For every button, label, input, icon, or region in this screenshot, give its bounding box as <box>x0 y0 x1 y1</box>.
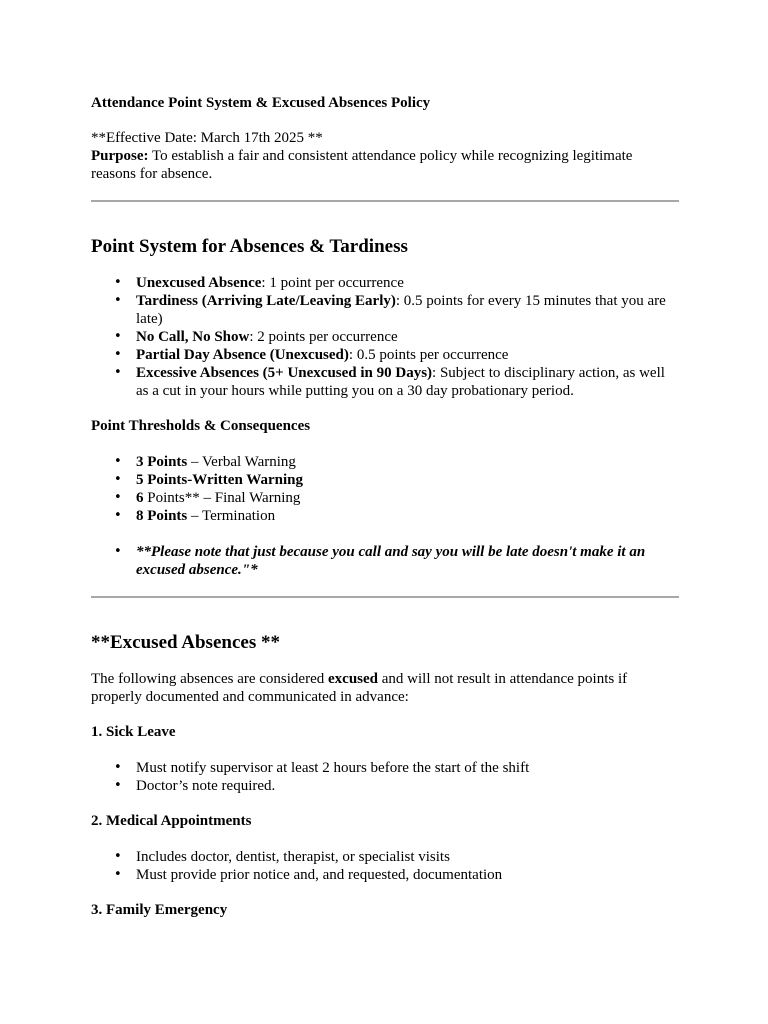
purpose-text: To establish a fair and consistent attendance policy while recognizing legitimate reasons for absence. <box>91 148 633 182</box>
section-divider <box>91 596 679 598</box>
item-label: Excessive Absences (5+ Unexcused in 90 Days) <box>136 365 433 381</box>
list-item: • Must notify supervisor at least 2 hours before the start of the shift <box>136 759 679 777</box>
list-item <box>136 328 679 346</box>
purpose-label: Purpose: <box>91 148 149 164</box>
item-label: 6 <box>136 490 144 506</box>
list-item <box>136 453 679 471</box>
effective-date: **Effective Date: March 17th 2025 ** <box>91 130 323 146</box>
item-label: 5 Points-Written Warning <box>136 472 303 488</box>
list-item <box>136 489 679 507</box>
list-item <box>136 274 679 292</box>
medical-appointments-list <box>91 848 679 884</box>
document-title: Attendance Point System & Excused Absences Policy <box>91 95 431 111</box>
section-divider <box>91 200 679 202</box>
item-label: Unexcused Absence <box>136 275 262 291</box>
list-item: • Must provide prior notice and, and requested, documentation <box>136 866 679 884</box>
point-system-list <box>91 274 679 400</box>
intro-text: and will not result in attendance points if properly documented and communicated in advance: <box>91 671 628 705</box>
thresholds-list <box>91 453 679 525</box>
item-text: : 1 point per occurrence <box>261 275 404 291</box>
list-item: • Doctor’s note required. <box>136 777 679 795</box>
note-list <box>91 543 679 579</box>
item-text: Points** – Final Warning <box>143 490 301 506</box>
item-label: Partial Day Absence (Unexcused) <box>136 347 349 363</box>
item-label: No Call, No Show <box>136 329 250 345</box>
item-text: – Verbal Warning <box>187 454 296 470</box>
section-heading-excused: **Excused Absences ** <box>91 632 280 653</box>
list-item <box>136 507 679 525</box>
family-emergency-heading: 3. Family Emergency <box>91 902 228 918</box>
item-text: : 2 points per occurrence <box>249 329 398 345</box>
purpose-paragraph <box>91 147 679 183</box>
list-item <box>136 543 679 579</box>
item-label: 3 Points <box>136 454 188 470</box>
list-item <box>136 471 679 489</box>
list-item <box>136 364 679 400</box>
sick-leave-list <box>91 759 679 795</box>
item-label: 8 Points <box>136 508 188 524</box>
item-text: : 0.5 points for every 15 minutes that you are late) <box>136 293 666 327</box>
section-heading-point-system: Point System for Absences & Tardiness <box>91 236 408 257</box>
intro-text: The following absences are considered <box>91 671 328 687</box>
item-text: – Termination <box>187 508 276 524</box>
thresholds-heading: Point Thresholds & Consequences <box>91 418 311 434</box>
list-item <box>136 346 679 364</box>
list-item: • Includes doctor, dentist, therapist, or specialist visits <box>136 848 679 866</box>
sick-leave-heading: 1. Sick Leave <box>91 724 176 740</box>
medical-appointments-heading: 2. Medical Appointments <box>91 813 252 829</box>
excused-intro <box>91 670 679 706</box>
list-item <box>136 292 679 328</box>
item-label: Tardiness (Arriving Late/Leaving Early) <box>136 293 396 309</box>
late-call-note: **Please note that just because you call and say you will be late doesn't make it an excused absence."* <box>136 544 646 578</box>
document-content <box>91 94 679 919</box>
item-text: : 0.5 points per occurrence <box>348 347 509 363</box>
intro-emphasis: excused <box>328 671 378 687</box>
item-text: : Subject to disciplinary action, as well as a cut in your hours while putting you on a 30 day probationary period. <box>136 365 665 399</box>
